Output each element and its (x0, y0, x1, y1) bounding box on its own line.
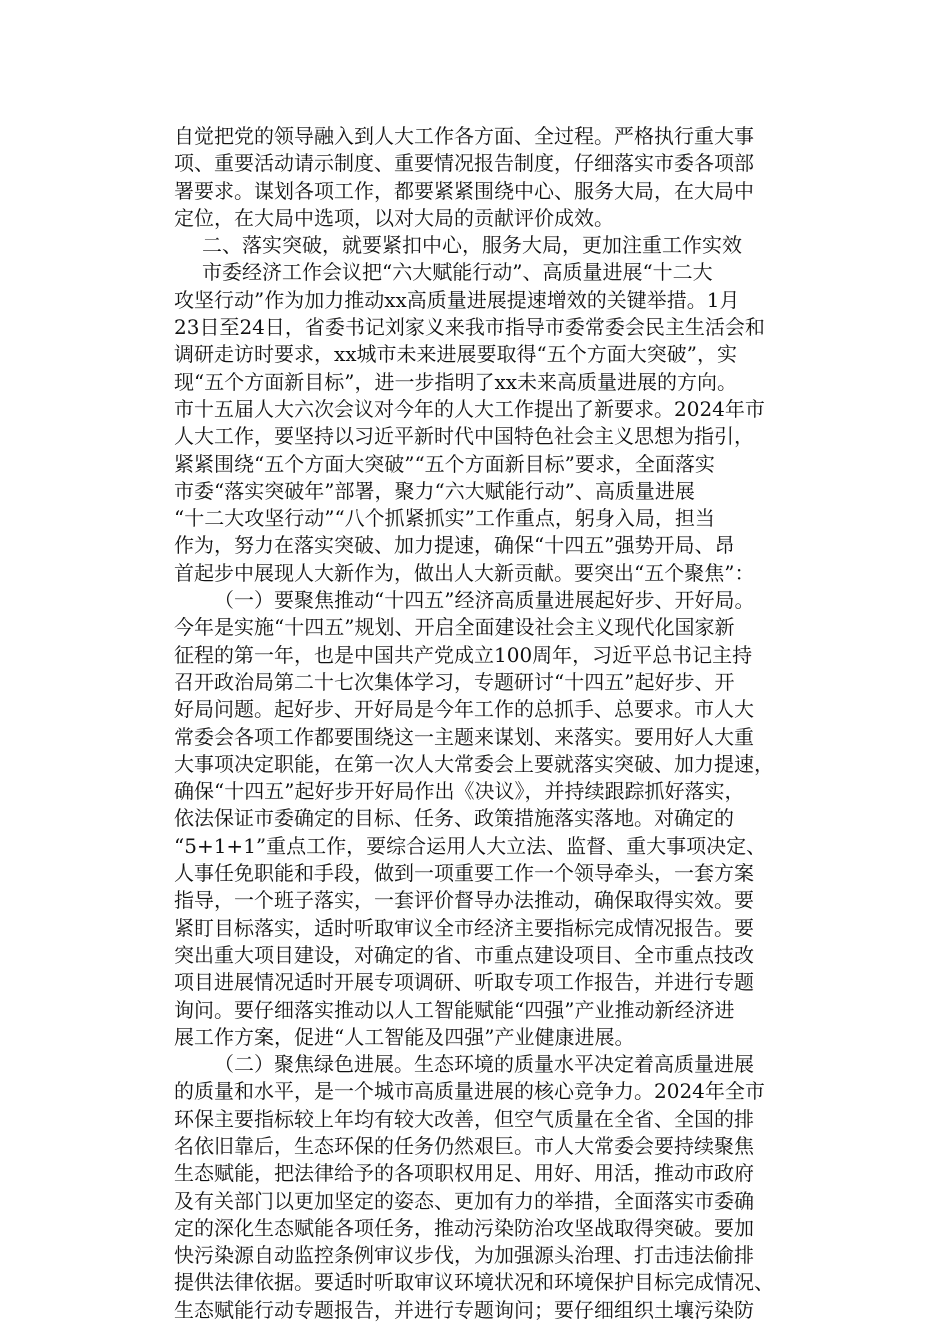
text-line: 的质量和水平，是一个城市高质量进展的核心竞争力。2024年全市 (174, 1079, 765, 1104)
document-body (174, 123, 814, 1324)
text-line: 市委“落实突破年”部署，聚力“六大赋能行动”、高质量进展 (174, 478, 695, 503)
text-line: 环保主要指标较上年均有较大改善，但空气质量在全省、全国的排 (174, 1106, 754, 1131)
text-line: 召开政治局第二十七次集体学习，专题研讨“十四五”起好步、开 (174, 669, 735, 694)
section-heading: 二、落实突破，就要紧扣中心，服务大局，更加注重工作实效 (202, 233, 742, 258)
text-line: 常委会各项工作都要围绕这一主题来谋划、来落实。要用好人大重 (174, 724, 754, 749)
text-line: 提供法律依据。要适时听取审议环境状况和环境保护目标完成情况、 (174, 1270, 774, 1295)
text-line: 作为，努力在落实突破、加力提速，确保“十四五”强势开局、昂 (174, 533, 735, 558)
text-line: 今年是实施“十四五”规划、开启全面建设社会主义现代化国家新 (174, 615, 735, 640)
text-line: 23日至24日，省委书记刘家义来我市指导市委常委会民主生活会和 (174, 315, 765, 340)
text-line: 自觉把党的领导融入到人大工作各方面、全过程。严格执行重大事 (174, 124, 754, 148)
text-line: 生态赋能行动专题报告，并进行专题询问；要仔细组织土壤污染防 (174, 1297, 754, 1322)
text-line: 定位，在大局中选项，以对大局的贡献评价成效。 (174, 205, 614, 230)
text-line: 项、重要活动请示制度、重要情况报告制度，仔细落实市委各项部 (174, 151, 754, 176)
text-line: 市委经济工作会议把“六大赋能行动”、高质量进展“十二大 (202, 260, 713, 285)
text-line: 指导，一个班子落实，一套评价督导办法推动，确保取得实效。要 (174, 888, 754, 913)
text-line: 紧紧围绕“五个方面大突破”“五个方面新目标”要求，全面落实 (174, 451, 715, 476)
text-line: 调研走访时要求，xx城市未来进展要取得“五个方面大突破”，实 (174, 342, 738, 367)
text-line: （一）要聚焦推动“十四五”经济高质量进展起好步、开好局。 (214, 588, 755, 613)
text-line: 快污染源自动监控条例审议步伐，为加强源头治理、打击违法偷排 (174, 1243, 754, 1268)
text-line: 项目进展情况适时开展专项调研、听取专项工作报告，并进行专题 (174, 970, 754, 995)
text-line: 紧盯目标落实，适时听取审议全市经济主要指标完成情况报告。要 (174, 915, 754, 940)
text-line: 现“五个方面新目标”，进一步指明了xx未来高质量进展的方向。 (174, 369, 738, 394)
text-line: 定的深化生态赋能各项任务，推动污染防治攻坚战取得突破。要加 (174, 1215, 754, 1240)
text-line: 首起步中展现人大新作为，做出人大新贡献。要突出“五个聚焦”： (174, 560, 755, 585)
text-line: “5+1+1”重点工作，要综合运用人大立法、监督、重大事项决定、 (174, 833, 767, 858)
text-line: 及有关部门以更加坚定的姿态、更加有力的举措，全面落实市委确 (174, 1188, 754, 1213)
text-line: 展工作方案，促进“人工智能及四强”产业健康进展。 (174, 1024, 635, 1049)
text-line: 突出重大项目建设，对确定的省、市重点建设项目、全市重点技改 (174, 942, 754, 967)
text-line: 攻坚行动”作为加力推动xx高质量进展提速增效的关键举措。1月 (174, 287, 740, 312)
text-line: 署要求。谋划各项工作，都要紧紧围绕中心、服务大局，在大局中 (174, 178, 754, 203)
text-line: 确保“十四五”起好步开好局作出《决议》，并持续跟踪抓好落实， (174, 779, 745, 804)
text-line: 人事任免职能和手段，做到一项重要工作一个领导牵头，一套方案 (174, 861, 754, 886)
text-line: “十二大攻坚行动”“八个抓紧抓实”工作重点，躬身入局，担当 (174, 506, 715, 531)
text-line: （二）聚焦绿色进展。生态环境的质量水平决定着高质量进展 (214, 1052, 754, 1077)
text-line: 询问。要仔细落实推动以人工智能赋能“四强”产业推动新经济进 (174, 997, 735, 1022)
text-line: 大事项决定职能，在第一次人大常委会上要就落实突破、加力提速， (174, 751, 774, 776)
text-line: 好局问题。起好步、开好局是今年工作的总抓手、总要求。市人大 (174, 697, 754, 722)
text-line: 名依旧靠后，生态环保的任务仍然艰巨。市人大常委会要持续聚焦 (174, 1133, 754, 1158)
text-line: 市十五届人大六次会议对今年的人大工作提出了新要求。2024年市 (174, 396, 765, 421)
text-line: 征程的第一年，也是中国共产党成立100周年，习近平总书记主持 (174, 642, 753, 667)
text-line: 人大工作，要坚持以习近平新时代中国特色社会主义思想为指引， (174, 424, 754, 449)
text-line: 依法保证市委确定的目标、任务、政策措施落实落地。对确定的 (174, 806, 734, 831)
text-line: 生态赋能，把法律给予的各项职权用足、用好、用活，推动市政府 (174, 1161, 754, 1186)
